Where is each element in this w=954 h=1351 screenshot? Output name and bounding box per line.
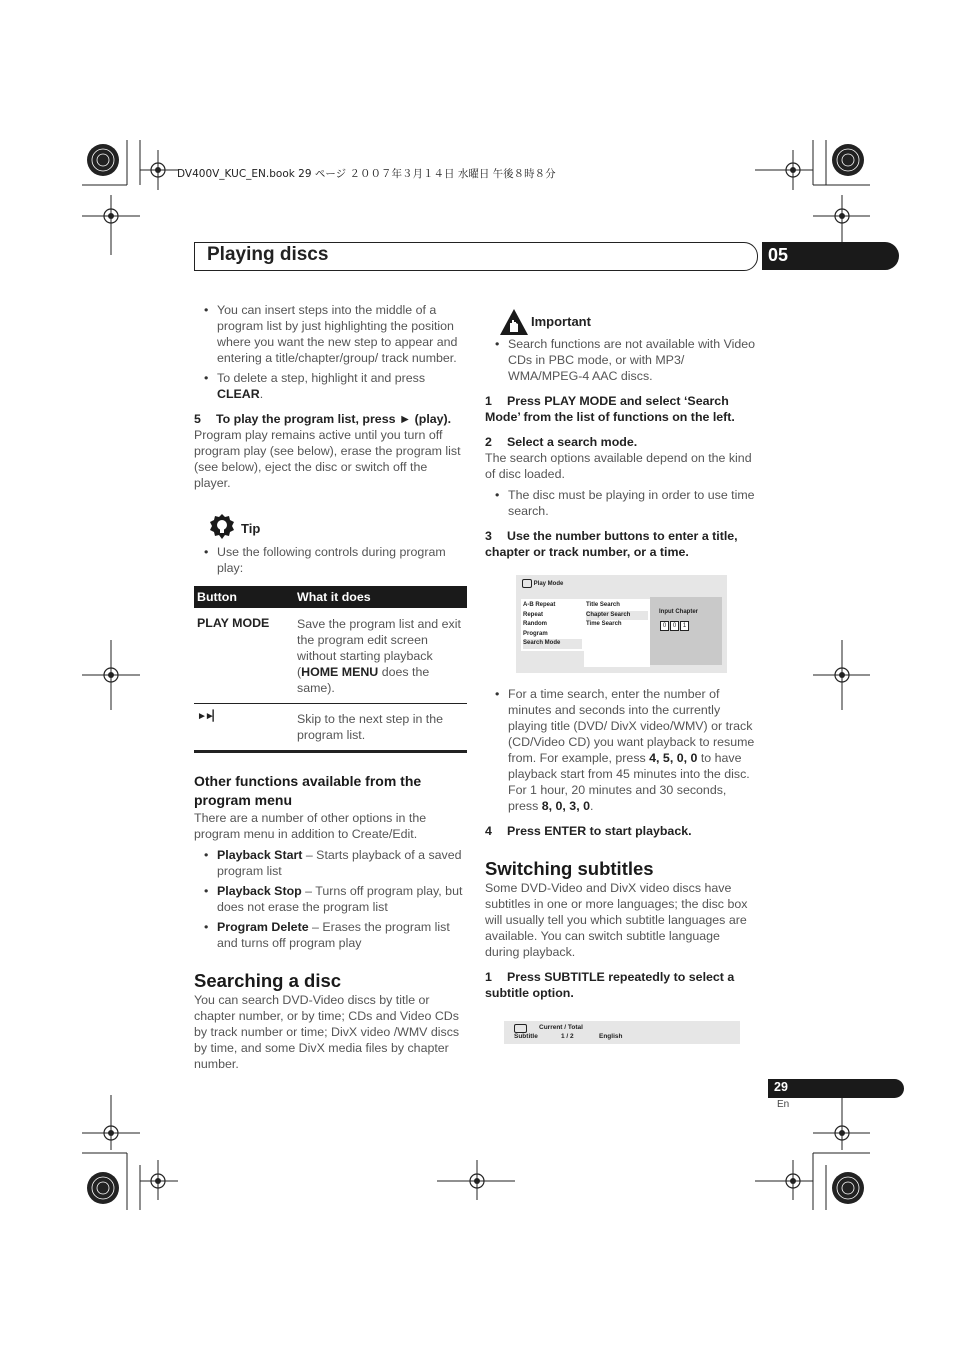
- menu-item: Random: [523, 621, 547, 627]
- screen-input-panel: [650, 597, 722, 665]
- column-right-lower: [485, 686, 757, 1001]
- important-box: [485, 308, 757, 336]
- list-item: • Playback Stop – Turns off program play, but does not erase the program list: [194, 883, 467, 915]
- menu-item: Search Mode: [523, 639, 582, 649]
- screen-title: Play Mode: [533, 581, 564, 588]
- menu-item: Program: [523, 630, 548, 637]
- column-right: [485, 308, 757, 560]
- play-mode-icon: [522, 579, 532, 588]
- step-2-bullet: • The disc must be playing in order to use time search.: [485, 487, 757, 519]
- subtitle-bar-label: Subtitle: [514, 1033, 538, 1040]
- controls-table: [194, 586, 467, 753]
- subtitle-step-1: 1 Press SUBTITLE repeatedly to select a subtitle option.: [485, 970, 735, 1000]
- page-language: En: [777, 1099, 790, 1110]
- step-5: 5 To play the program list, press ► (play).: [194, 412, 452, 426]
- other-functions-body: There are a number of other options in the program menu in addition to Create/Edit.: [194, 811, 427, 841]
- switching-subtitles-body: Some DVD-Video and DivX video discs have subtitles in one or more languages; the disc box will usually tell you which subtitle languages are available. You can switch subtitle language during playback.: [485, 881, 748, 959]
- digit-box: 0: [670, 621, 679, 631]
- step-3: 3 Use the number buttons to enter a title, chapter or track number, or a time.: [485, 529, 738, 559]
- row-desc-play-mode: Save the program list and exit the program edit screen without starting playback (HOME MENU does the same).: [297, 617, 461, 695]
- subtitle-bar: [504, 1021, 740, 1044]
- table-row: [194, 608, 467, 704]
- menu-item: A-B Repeat: [523, 602, 556, 608]
- input-chapter-label: Input Chapter: [659, 609, 698, 615]
- step-2-body: The search options available depend on the kind of disc loaded.: [485, 451, 752, 481]
- subtitle-bar-count: 1 / 2: [561, 1033, 574, 1040]
- tip-box: [194, 513, 467, 541]
- column-left: [194, 302, 467, 1072]
- digit-box: 1: [680, 621, 689, 631]
- table-row: [194, 704, 467, 753]
- subtitle-bar-language: English: [599, 1033, 623, 1040]
- menu-item: Time Search: [586, 621, 622, 627]
- step-1: 1 Press PLAY MODE and select ‘Search Mode’ from the list of functions on the left.: [485, 394, 735, 424]
- list-item: • Program Delete – Erases the program list and turns off program play: [194, 919, 467, 951]
- chapter-number: 05: [768, 245, 789, 265]
- bullet-insert-steps: • You can insert steps into the middle of a program list by just highlighting the position where you want the new step to appear and entering a title/chapter/group/ track number.: [194, 302, 467, 366]
- subtitle-bar-header: Current / Total: [539, 1024, 583, 1031]
- page-number-tab: [768, 1079, 904, 1098]
- menu-item: Title Search: [586, 602, 620, 608]
- page-number: 29: [774, 1080, 788, 1094]
- list-item: • Playback Start – Starts playback of a saved program list: [194, 847, 467, 879]
- print-header-line: DV400V_KUC_EN.book 29 ページ ２００７年３月１４日 水曜日 午後８時８分: [177, 168, 556, 180]
- step-5-body: Program play remains active until you turn off program play (see below), erase the program list (see below), eject the disc or switch off the player.: [194, 428, 461, 490]
- digit-box: 0: [660, 621, 669, 631]
- tip-label: Tip: [241, 521, 261, 536]
- step-4: 4 Press ENTER to start playback.: [485, 824, 692, 838]
- bullet-delete-step: • To delete a step, highlight it and press CLEAR.: [194, 370, 467, 402]
- subtitle-icon: [514, 1024, 527, 1033]
- hand-warning-icon: [499, 308, 529, 336]
- row-desc-next: Skip to the next step in the program list.: [297, 712, 444, 742]
- screen-mid-menu: [584, 599, 650, 667]
- table-header-what: What it does: [297, 590, 371, 604]
- table-header-button: Button: [197, 590, 237, 604]
- screen-title-row: [522, 579, 563, 588]
- screen-left-menu: [521, 599, 584, 651]
- row-button-play-mode: PLAY MODE: [197, 616, 270, 630]
- menu-item: Repeat: [523, 611, 544, 618]
- searching-body: You can search DVD-Video discs by title or chapter number, or by time; CDs and Video CDs by track number or time; DivX video /WMV discs by time, and some DivX media files by chapter number.: [194, 993, 460, 1071]
- table-header: [194, 586, 467, 608]
- lightbulb-icon: [208, 513, 236, 541]
- step-2: 2 Select a search mode.: [485, 435, 638, 449]
- digit-boxes: [660, 621, 689, 631]
- row-button-next-icon: ►►▏: [197, 711, 219, 722]
- menu-item: Chapter Search: [586, 611, 648, 621]
- important-label: Important: [531, 314, 591, 329]
- other-functions-heading: Other functions available from the program menu: [194, 773, 422, 808]
- tip-bullet: • Use the following controls during program play:: [194, 544, 467, 576]
- time-search-bullet: • For a time search, enter the number of minutes and seconds into the currently playing title (DVD/ DivX video/WMV) or track (CD/Video CD) you want playback to resume from. For example, press 4, 5, 0, 0 to have playback start from 45 minutes into the disc. For 1 hour, 20 minutes and 30 seconds, press 8, 0, 3, 0.: [485, 686, 757, 814]
- section-title: Playing discs: [207, 244, 329, 265]
- play-mode-screen: [516, 575, 727, 673]
- searching-heading: Searching a disc: [194, 970, 342, 991]
- switching-subtitles-heading: Switching subtitles: [485, 858, 654, 879]
- important-bullet: • Search functions are not available with Video CDs in PBC mode, or with MP3/ WMA/MPEG-4 AAC discs.: [485, 336, 757, 384]
